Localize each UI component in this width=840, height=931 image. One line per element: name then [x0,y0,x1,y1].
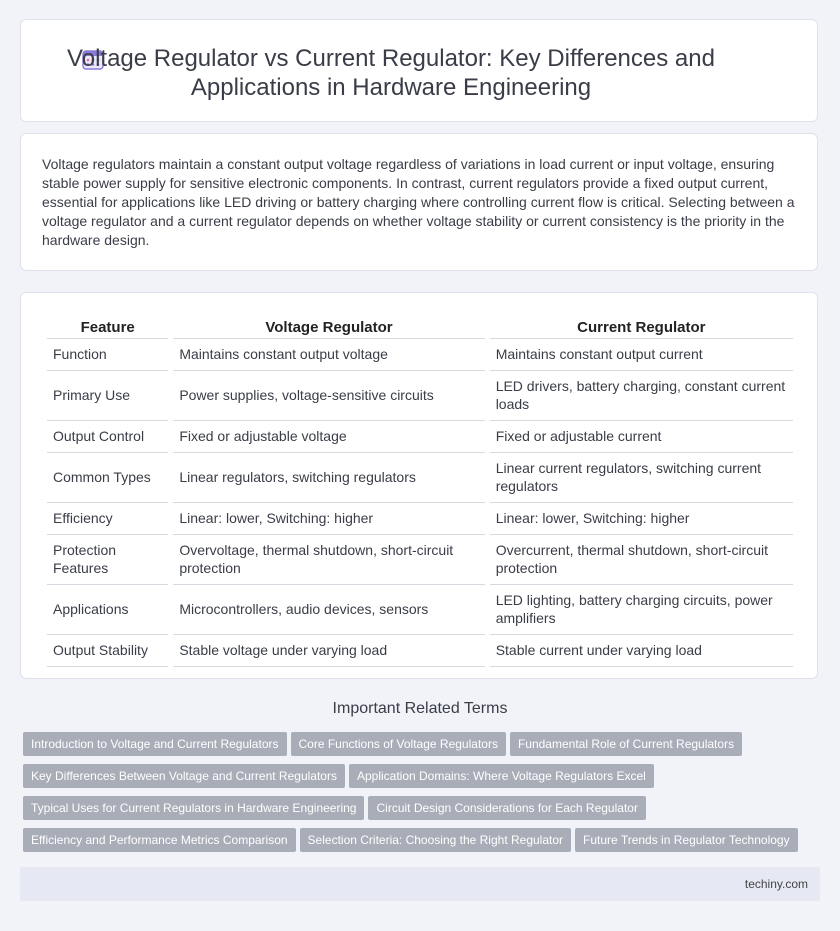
cell-current: LED drivers, battery charging, constant current loads [490,371,793,421]
cell-feature: Common Types [47,453,168,503]
table-row [47,585,793,635]
cell-current: Linear current regulators, switching current regulators [490,453,793,503]
cell-voltage: Microcontrollers, audio devices, sensors [173,585,484,635]
table-row [47,453,793,503]
page-title: Voltage Regulator vs Current Regulator: Key Differences and Applications in Hardware Engineering [67,45,715,101]
cell-feature: Efficiency [47,503,168,535]
related-term-chip[interactable]: Application Domains: Where Voltage Regulators Excel [349,764,654,788]
cell-current: Overcurrent, thermal shutdown, short-circuit protection [490,535,793,585]
related-term-chip[interactable]: Efficiency and Performance Metrics Comparison [23,828,296,852]
footer [20,867,820,901]
cell-current: Linear: lower, Switching: higher [490,503,793,535]
table-row [47,421,793,453]
comparison-table [42,317,798,667]
related-term-chip[interactable]: Selection Criteria: Choosing the Right Regulator [300,828,571,852]
footer-site-link[interactable]: techiny.com [744,877,808,891]
related-term-chip[interactable]: Future Trends in Regulator Technology [575,828,798,852]
related-term-chip[interactable]: Circuit Design Considerations for Each Regulator [368,796,645,820]
cell-voltage: Linear regulators, switching regulators [173,453,484,503]
header-current-regulator: Current Regulator [490,317,793,339]
related-terms-heading: Important Related Terms [332,700,508,717]
related-term-chip[interactable]: Fundamental Role of Current Regulators [510,732,742,756]
related-term-chip[interactable]: Core Functions of Voltage Regulators [291,732,506,756]
cell-feature: Function [47,339,168,371]
header-voltage-regulator: Voltage Regulator [173,317,484,339]
intro-card [20,133,818,271]
table-row [47,535,793,585]
cell-voltage: Stable voltage under varying load [173,635,484,667]
header-feature: Feature [47,317,168,339]
cell-current: Maintains constant output current [490,339,793,371]
cell-feature: Protection Features [47,535,168,585]
cell-feature: Output Control [47,421,168,453]
table-row [47,371,793,421]
related-term-chip[interactable]: Typical Uses for Current Regulators in Hardware Engineering [23,796,364,820]
cell-current: LED lighting, battery charging circuits, power amplifiers [490,585,793,635]
cell-voltage: Fixed or adjustable voltage [173,421,484,453]
table-row [47,339,793,371]
cell-voltage: Overvoltage, thermal shutdown, short-circuit protection [173,535,484,585]
title-card [20,19,818,122]
related-terms-list [23,732,823,860]
related-term-chip[interactable]: Key Differences Between Voltage and Current Regulators [23,764,345,788]
cell-feature: Applications [47,585,168,635]
table-header-row [47,317,793,339]
cell-voltage: Linear: lower, Switching: higher [173,503,484,535]
cell-voltage: Power supplies, voltage-sensitive circuits [173,371,484,421]
table-row [47,635,793,667]
cell-feature: Output Stability [47,635,168,667]
related-term-chip[interactable]: Introduction to Voltage and Current Regulators [23,732,287,756]
intro-paragraph: Voltage regulators maintain a constant output voltage regardless of variations in load current or input voltage, ensuring stable power supply for sensitive electronic components. In contrast, current regulators provide a fixed output current, essential for applications like LED driving or battery charging where controlling current flow is critical. Selecting between a voltage regulator and a current regulator depends on whether voltage stability or current consistency is the priority in the hardware design. [42,156,795,248]
cell-current: Fixed or adjustable current [490,421,793,453]
table-row [47,503,793,535]
cell-feature: Primary Use [47,371,168,421]
comparison-table-card [20,292,818,679]
cell-voltage: Maintains constant output voltage [173,339,484,371]
cell-current: Stable current under varying load [490,635,793,667]
